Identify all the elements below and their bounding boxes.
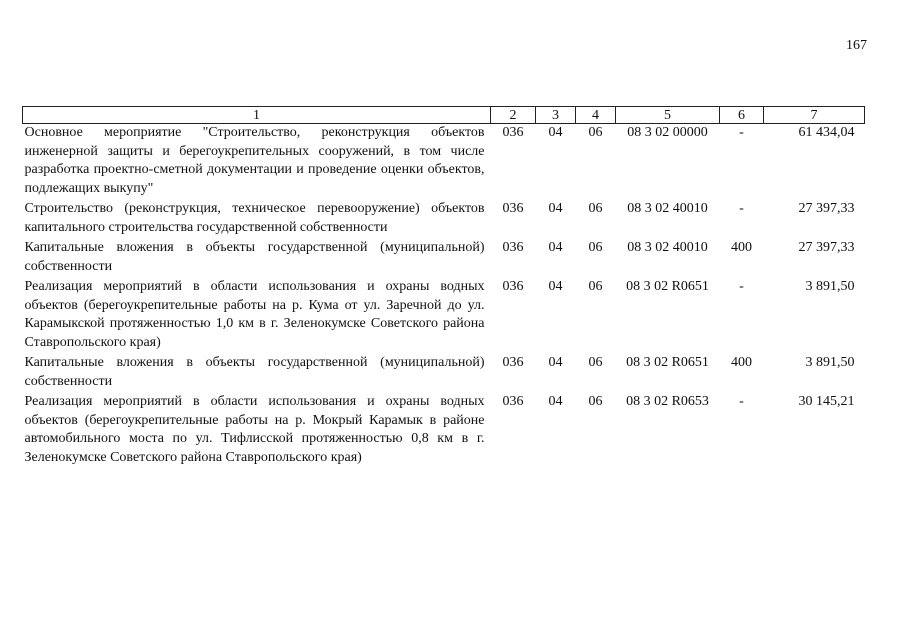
row-code-target: 08 3 02 R0651 [626, 355, 709, 370]
row-code-target: 08 3 02 40010 [627, 240, 708, 255]
table-row [23, 200, 865, 239]
row-code-expense: 400 [731, 355, 752, 370]
column-header: 2 [491, 107, 536, 124]
row-code-expense: - [739, 125, 744, 140]
row-amount: 61 434,04 [798, 125, 855, 140]
row-code-subsection: 06 [588, 394, 603, 409]
row-code-ministry: 036 [502, 394, 524, 409]
row-name: Реализация мероприятий в области использования и охраны водных объектов (берегоукрепительные работы на р. Кума от ул. Заречной до ул. Карамыкской протяженностью 1,0 км в г. Зеленокумске Советского района Ставропольского края) [24, 279, 485, 350]
table-row [23, 239, 865, 278]
table-row [23, 124, 865, 201]
row-code-target: 08 3 02 40010 [627, 201, 708, 216]
column-header: 3 [536, 107, 576, 124]
table-row [23, 278, 865, 354]
row-amount: 27 397,33 [798, 201, 855, 216]
column-header: 7 [764, 107, 865, 124]
row-name: Строительство (реконструкция, техническое перевооружение) объектов капитального строительства государственной собственности [24, 201, 485, 235]
row-code-ministry: 036 [502, 355, 524, 370]
row-code-ministry: 036 [502, 125, 524, 140]
row-code-ministry: 036 [502, 201, 524, 216]
row-code-expense: - [739, 394, 744, 409]
row-amount: 27 397,33 [798, 240, 855, 255]
table-header-row [23, 107, 865, 124]
column-header: 1 [23, 107, 491, 124]
row-code-subsection: 06 [588, 125, 603, 140]
row-name: Капитальные вложения в объекты государственной (муниципальной) собственности [24, 240, 485, 274]
row-amount: 3 891,50 [805, 279, 855, 294]
row-amount: 30 145,21 [798, 394, 855, 409]
row-name: Капитальные вложения в объекты государственной (муниципальной) собственности [24, 355, 485, 389]
row-code-subsection: 06 [588, 355, 603, 370]
row-code-section: 04 [548, 125, 563, 140]
row-code-ministry: 036 [502, 240, 524, 255]
row-name: Реализация мероприятий в области использования и охраны водных объектов (берегоукрепительные работы на р. Мокрый Карамык в районе автомобильного моста по ул. Тифлисской протяженностью 0,8 км в г. Зеленокумске Советского района Ставропольского края) [24, 394, 485, 465]
row-amount: 3 891,50 [805, 355, 855, 370]
row-code-expense: - [739, 279, 744, 294]
row-code-target: 08 3 02 R0653 [626, 394, 709, 409]
row-code-target: 08 3 02 00000 [627, 125, 708, 140]
row-name: Основное мероприятие "Строительство, реконструкция объектов инженерной защиты и берегоукрепительных сооружений, в том числе разработка проектно-сметной документации и проведение оценки объектов, подлежащих выкупу" [24, 125, 485, 196]
row-code-subsection: 06 [588, 240, 603, 255]
column-header: 4 [576, 107, 616, 124]
row-code-ministry: 036 [502, 279, 524, 294]
column-header: 5 [616, 107, 720, 124]
row-code-subsection: 06 [588, 279, 603, 294]
budget-table [22, 106, 865, 469]
row-code-target: 08 3 02 R0651 [626, 279, 709, 294]
table-row [23, 354, 865, 393]
row-code-section: 04 [548, 355, 563, 370]
row-code-section: 04 [548, 394, 563, 409]
table-row [23, 393, 865, 469]
column-header: 6 [720, 107, 764, 124]
page-number: 167 [846, 38, 867, 53]
row-code-subsection: 06 [588, 201, 603, 216]
row-code-section: 04 [548, 279, 563, 294]
row-code-expense: - [739, 201, 744, 216]
row-code-section: 04 [548, 240, 563, 255]
row-code-section: 04 [548, 201, 563, 216]
row-code-expense: 400 [731, 240, 752, 255]
